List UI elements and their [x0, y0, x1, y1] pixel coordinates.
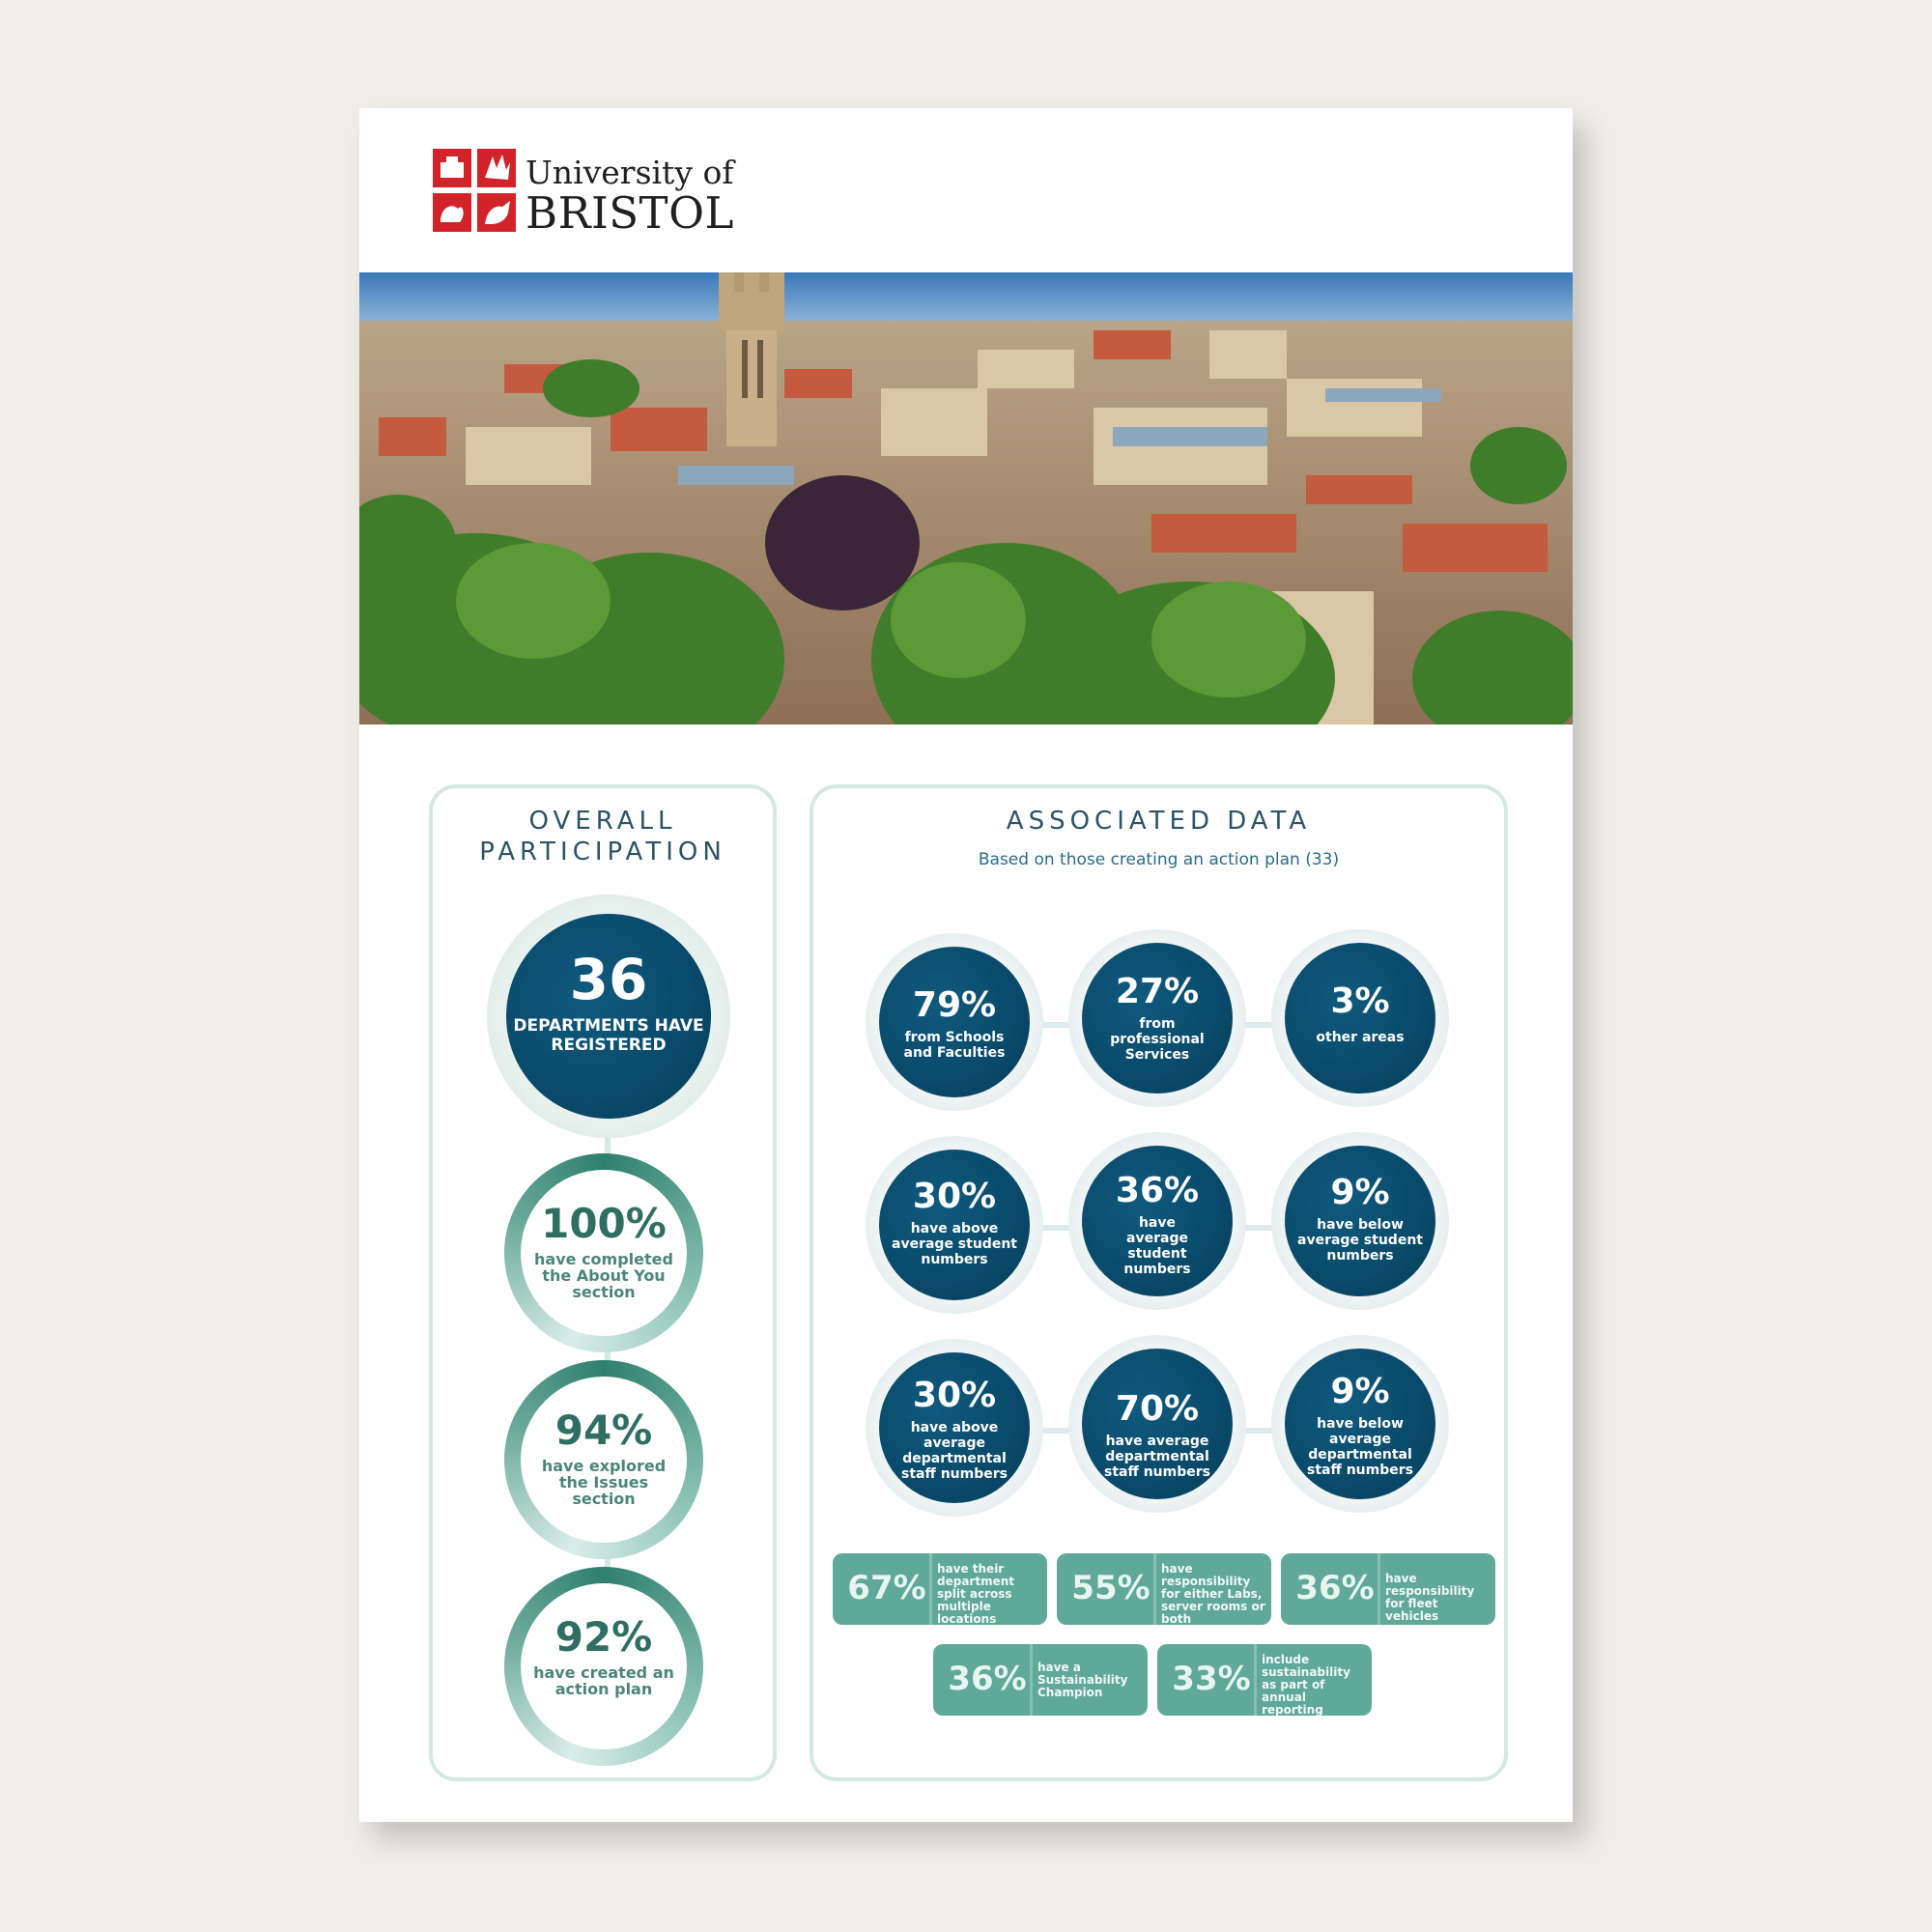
stat-value: 67%	[847, 1569, 926, 1607]
stat-value: 3%	[1330, 981, 1390, 1021]
stat-label: have their department split across multiple locations	[937, 1562, 1014, 1626]
overall-participation-panel	[429, 784, 777, 1781]
stat-label: have above average student numbers	[892, 1221, 1017, 1267]
stat-label: from Schools and Faculties	[903, 1030, 1006, 1061]
report-page	[359, 108, 1573, 1822]
logo-line2: BRISTOL	[526, 187, 734, 239]
stat-label: include sustainability as part of annual reporting	[1262, 1653, 1350, 1717]
professional-services-stat	[1068, 929, 1246, 1107]
university-logo	[433, 149, 732, 238]
stat-label: from professional Services	[1110, 1016, 1205, 1063]
stat-label: have responsibility for fleet vehicles	[1385, 1572, 1475, 1623]
average-staff-stat	[1068, 1335, 1246, 1513]
stat-value: 55%	[1071, 1569, 1151, 1607]
stat-label: have explored the Issues section	[541, 1457, 667, 1508]
stat-label: other areas	[1316, 1030, 1405, 1045]
stat-label: have below average departmental staff numbers	[1307, 1416, 1413, 1478]
below-average-students-stat	[1271, 1132, 1449, 1310]
overall-title-line1: OVERALL	[528, 807, 677, 836]
stat-label: have average departmental staff numbers	[1104, 1434, 1210, 1480]
stat-value: 9%	[1330, 1372, 1390, 1411]
stat-value: 27%	[1115, 972, 1200, 1011]
stat-value: 79%	[912, 985, 997, 1025]
stat-label: have a Sustainability Champion	[1037, 1661, 1128, 1699]
stat-value: 94%	[554, 1406, 653, 1454]
stat-value: 100%	[541, 1200, 667, 1247]
annual-reporting-stat	[1157, 1644, 1372, 1716]
schools-faculties-stat	[866, 933, 1043, 1111]
associated-title: ASSOCIATED DATA	[1006, 807, 1312, 836]
stat-label: have above average departmental staff numbers	[901, 1420, 1008, 1482]
sustainability-champion-stat	[933, 1644, 1148, 1716]
departments-registered-stat	[487, 895, 730, 1138]
stat-value: 36%	[948, 1660, 1027, 1698]
stat-value: 70%	[1115, 1389, 1200, 1429]
stat-value: 33%	[1172, 1660, 1251, 1698]
labs-server-rooms-stat	[1057, 1553, 1271, 1625]
stat-value: 9%	[1330, 1173, 1390, 1212]
above-average-staff-stat	[866, 1339, 1043, 1517]
stat-value: 30%	[912, 1376, 997, 1415]
issues-stat	[504, 1360, 703, 1559]
stat-label: have created an action plan	[533, 1663, 674, 1698]
action-plan-stat	[504, 1567, 703, 1766]
stat-label: DEPARTMENTS HAVE REGISTERED	[513, 1016, 704, 1055]
stat-value: 36	[569, 947, 648, 1012]
stat-label: have completed the About You section	[534, 1250, 673, 1301]
stat-label: have average student numbers	[1123, 1215, 1191, 1277]
stat-value: 36%	[1115, 1171, 1200, 1210]
split-locations-stat	[833, 1553, 1047, 1625]
overall-title-line2: PARTICIPATION	[479, 838, 726, 867]
stat-label: have responsibility for either Labs, server rooms or both	[1161, 1562, 1265, 1626]
crest-icon	[433, 149, 516, 232]
associated-subtitle: Based on those creating an action plan (33)	[978, 850, 1340, 869]
above-average-students-stat	[866, 1136, 1043, 1314]
campus-photo	[359, 272, 1573, 724]
stat-value: 92%	[554, 1613, 653, 1661]
stat-label: have below average student numbers	[1297, 1217, 1423, 1264]
stat-value: 36%	[1295, 1569, 1375, 1607]
fleet-vehicles-stat	[1281, 1553, 1495, 1625]
other-areas-stat	[1271, 929, 1449, 1107]
below-average-staff-stat	[1271, 1335, 1449, 1513]
stat-value: 30%	[912, 1177, 997, 1216]
about-you-stat	[504, 1153, 703, 1352]
logo-line1: University of	[526, 154, 734, 191]
average-students-stat	[1068, 1132, 1246, 1310]
associated-data-panel	[810, 784, 1508, 1781]
